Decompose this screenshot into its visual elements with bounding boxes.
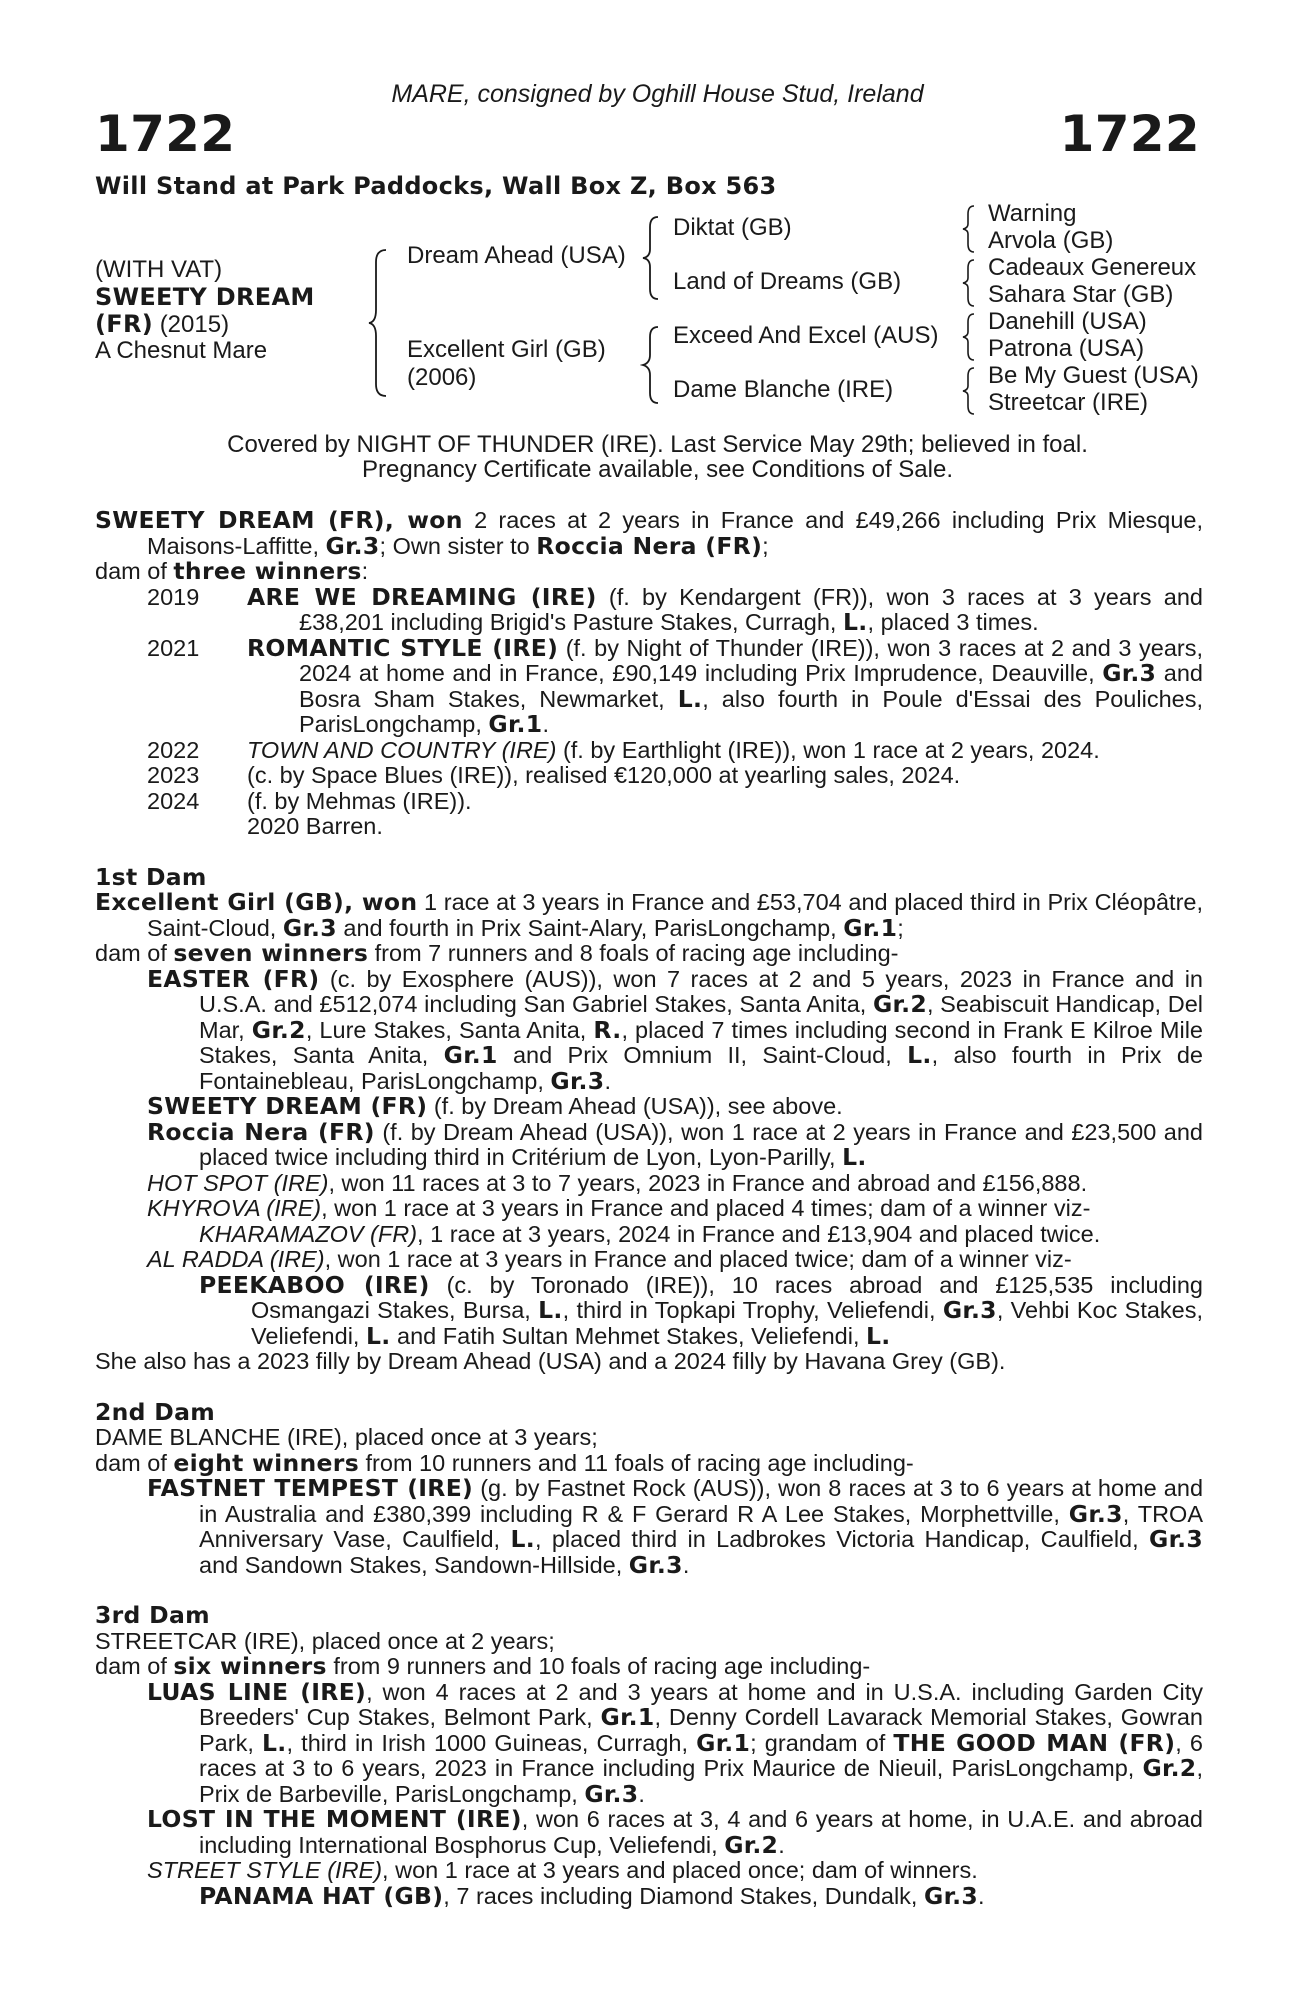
progeny-text: , placed 7 times including second in Frank E Kilroe Mile Stakes, Santa Anita, — [199, 1016, 1203, 1068]
progeny-name: STREET STYLE (IRE) — [147, 1857, 383, 1883]
ds-brace — [960, 312, 980, 362]
grade: L. — [843, 608, 868, 636]
winners-count: eight winners — [173, 1448, 359, 1477]
progeny-text: , Vehbi Koc Stakes, Veliefendi, — [251, 1297, 1204, 1349]
second-dam-heading: 2nd Dam — [95, 1397, 216, 1426]
covered-line: Covered by NIGHT OF THUNDER (IRE). Last Service May 29th; believed in foal. — [227, 431, 1088, 458]
first-dam-of — [95, 941, 1203, 967]
progeny-text: , TROA Anniversary Vase, Caulfield, — [199, 1500, 1203, 1552]
progeny-name: AL RADDA (IRE) — [147, 1246, 325, 1272]
progeny-name: SWEETY DREAM (FR) — [147, 1092, 428, 1120]
dam-text: from 9 runners and 10 foals of racing age including- — [326, 1653, 871, 1679]
progeny-name: LUAS LINE (IRE) — [147, 1677, 367, 1706]
progeny-name: TOWN AND COUNTRY (IRE) — [247, 736, 557, 763]
progeny-text: , won 1 race at 3 years and placed once; dam of winners. — [382, 1857, 978, 1883]
vat-note: (WITH VAT) — [95, 256, 223, 283]
sire-brace — [640, 215, 664, 301]
progeny-text: and Prix Omnium II, Saint-Cloud, — [497, 1042, 908, 1068]
progeny-text: , Prix de Barbeville, ParisLongchamp, — [199, 1755, 1203, 1807]
progeny-text: , Lure Stakes, Santa Anita, — [305, 1016, 594, 1043]
intro-text: ; — [762, 532, 769, 559]
dam-of: dam of — [95, 940, 174, 966]
progeny-text: . — [778, 1831, 785, 1858]
progeny-text: , placed 3 times. — [867, 609, 1039, 635]
pregnancy-line: Pregnancy Certificate available, see Conditions of Sale. — [362, 456, 953, 483]
progeny-text: (f. by Earthlight (IRE)), won 1 race at 2 years, 2024. — [556, 736, 1100, 763]
gg-sire-1: Warning — [988, 200, 1077, 227]
progeny-text: (f. by Dream Ahead (USA)), see above. — [427, 1093, 843, 1119]
grade: L. — [365, 1321, 391, 1350]
lot-number-right: 1722 — [1059, 105, 1200, 163]
grade: Gr.1 — [443, 1041, 498, 1069]
grade: L. — [677, 684, 703, 713]
progeny-text: . — [638, 1780, 645, 1807]
grade: L. — [842, 1143, 867, 1171]
progeny-name: HOT SPOT (IRE) — [147, 1169, 329, 1196]
progeny-name: FASTNET TEMPEST (IRE) — [147, 1474, 474, 1502]
winners-count: six winners — [173, 1652, 327, 1680]
grandprogeny-name: THE GOOD MAN (FR) — [893, 1728, 1176, 1757]
first-dam-paragraph — [95, 890, 1203, 941]
grade: L. — [261, 1728, 287, 1757]
sire-sire: Diktat (GB) — [673, 214, 792, 241]
progeny-text: ; grandam of — [750, 1729, 894, 1756]
dam-text: 1 race at 3 years in France and £53,704 and placed third in Prix Cléopâtre, Saint-Cloud, — [147, 889, 1203, 941]
gg-dam-3: Patrona (USA) — [988, 335, 1145, 362]
progeny-year: 2019 — [147, 583, 200, 610]
progeny-fastnet — [95, 1476, 1203, 1578]
progeny-sweety — [95, 1094, 1203, 1120]
grade: Gr.1 — [488, 710, 543, 738]
lot-number-left: 1722 — [95, 105, 236, 163]
progeny-name: KHARAMAZOV (FR) — [199, 1220, 418, 1247]
ss-brace — [960, 204, 980, 254]
progeny-panama-hat — [95, 1881, 1203, 1910]
catalogue-body — [95, 508, 1203, 1909]
grade: Gr.1 — [600, 1703, 655, 1731]
grade: Gr.3 — [550, 1066, 605, 1095]
progeny-year: 2024 — [147, 787, 200, 814]
grade: Gr.3 — [325, 531, 380, 560]
progeny-text: (f. by Night of Thunder (IRE)), won 3 races at 2 and 3 years, 2024 at home and in France, £90,149 including Prix Imprudence, Deauville, — [299, 634, 1203, 686]
progeny-khyrova — [95, 1196, 1203, 1222]
progeny-text: , won 1 race at 3 years in France and placed 4 times; dam of a winner viz- — [321, 1195, 1091, 1221]
gg-dam-2: Sahara Star (GB) — [988, 281, 1174, 308]
progeny-text: . — [604, 1067, 611, 1094]
grade: L. — [866, 1321, 891, 1350]
grade: Gr.3 — [924, 1881, 979, 1910]
dam-of: dam of — [95, 1653, 174, 1679]
progeny-year: 2023 — [147, 762, 200, 788]
grade: Gr.3 — [1148, 1525, 1203, 1553]
progeny-name: EASTER (FR) — [147, 964, 320, 993]
progeny-hot-spot — [95, 1171, 1203, 1197]
barren-row — [95, 814, 1203, 840]
progeny-text: , won 11 races at 3 to 7 years, 2023 in France and abroad and £156,888. — [328, 1169, 1088, 1196]
first-dam-heading: 1st Dam — [95, 862, 207, 891]
horse-description: A Chesnut Mare — [95, 337, 268, 364]
progeny-text: (c. by Exosphere (AUS)), won 7 races at 2 and 5 years, 2023 in France and in U.S.A. and £512,074 including San Gabriel Stakes, Santa Anita, — [199, 965, 1203, 1017]
sire: Dream Ahead (USA) — [407, 242, 626, 269]
grade: L. — [907, 1041, 932, 1069]
sire-dam: Land of Dreams (GB) — [673, 268, 902, 295]
progeny-text: and Bosra Sham Stakes, Newmarket, — [299, 660, 1203, 712]
progeny-text: , won 4 races at 2 and 3 years at home and in U.S.A. including Garden City Breeders' Cup Stakes, Belmont Park, — [199, 1678, 1203, 1730]
progeny-name: ARE WE DREAMING (IRE) — [247, 582, 597, 611]
horse-year: (2015) — [159, 311, 230, 338]
intro-dam-of — [95, 559, 1203, 585]
grade: Gr.3 — [584, 1779, 639, 1808]
progeny-peekaboo — [95, 1270, 1204, 1350]
progeny-text: , won 1 race at 3 years in France and placed twice; dam of a winner viz- — [324, 1246, 1072, 1272]
grade: Gr.2 — [724, 1830, 779, 1859]
progeny-text: (g. by Fastnet Rock (AUS)), won 8 races at 3 to 6 years at home and in Australia and £380,399 including R & F Gerard R A Lee Stakes, Morphettville, — [199, 1475, 1204, 1527]
progeny-roccia — [95, 1117, 1204, 1171]
colon: : — [361, 558, 369, 584]
third-dam-of — [95, 1654, 1203, 1680]
progeny-name: Roccia Nera (FR) — [147, 1117, 375, 1146]
consigned-line: MARE, consigned by Oghill House Stud, Ireland — [391, 80, 924, 108]
progeny-text: , third in Topkapi Trophy, Veliefendi, — [562, 1297, 943, 1323]
grade: Gr.3 — [942, 1296, 997, 1324]
progeny-text: and Sandown Stakes, Sandown-Hillside, — [199, 1551, 629, 1578]
grade: Gr.2 — [1142, 1754, 1197, 1782]
grade: Gr.3 — [1068, 1499, 1123, 1528]
progeny-text: , Seabiscuit Handicap, Del Mar, — [199, 991, 1203, 1043]
grade: R. — [593, 1015, 622, 1044]
dam-brace — [640, 325, 664, 405]
progeny-street-style — [95, 1858, 1203, 1884]
dam-dam: Dame Blanche (IRE) — [673, 376, 894, 403]
progeny-text: , 7 races including Diamond Stakes, Dundalk, — [443, 1882, 924, 1909]
progeny-luas-line — [95, 1677, 1203, 1808]
progeny-text: , third in Irish 1000 Guineas, Curragh, — [286, 1729, 697, 1756]
dam-text: from 10 runners and 11 foals of racing age including- — [358, 1449, 914, 1476]
grade: Gr.3 — [1102, 659, 1157, 687]
second-dam-line: DAME BLANCHE (IRE), placed once at 3 years; — [95, 1424, 598, 1450]
grade: Gr.1 — [696, 1728, 751, 1757]
horse-suffix: (FR) — [95, 310, 154, 338]
dam-of: dam of — [95, 1449, 174, 1476]
progeny-row — [95, 633, 1203, 738]
intro-text: 2 races at 2 years in France and £49,266 including Prix Miesque, Maisons-Laffitte, — [147, 507, 1204, 559]
progeny-text: , 1 race at 3 years, 2024 in France and £13,904 and placed twice. — [417, 1220, 1101, 1247]
progeny-text: (f. by Mehmas (IRE)). — [247, 787, 472, 814]
progeny-text: (c. by Toronado (IRE)), 10 races abroad and £125,535 including Osmangazi Stakes, Bursa, — [251, 1271, 1203, 1323]
progeny-name: KHYROVA (IRE) — [147, 1195, 322, 1221]
progeny-text: . — [542, 711, 549, 737]
progeny-row — [95, 789, 1203, 815]
winners-count: three winners — [173, 557, 362, 585]
grade: Gr.1 — [843, 913, 898, 942]
horse-name: SWEETY DREAM — [95, 283, 315, 311]
dam-name: Excellent Girl (GB) — [407, 336, 606, 363]
third-dam-line: STREETCAR (IRE), placed once at 2 years; — [95, 1627, 555, 1654]
grade: Gr.3 — [282, 913, 337, 942]
grade: Gr.3 — [628, 1550, 683, 1579]
progeny-text: (c. by Space Blues (IRE)), realised €120,000 at yearling sales, 2024. — [247, 762, 961, 788]
also-has-note: She also has a 2023 filly by Dream Ahead (USA) and a 2024 filly by Havana Grey (GB). — [95, 1348, 1006, 1374]
progeny-text: , Denny Cordell Lavarack Memorial Stakes, Gowran Park, — [199, 1704, 1203, 1756]
gg-dam-4: Streetcar (IRE) — [988, 389, 1149, 416]
dam-text: ; — [897, 914, 904, 941]
progeny-al-radda — [95, 1247, 1203, 1273]
progeny-year: 2021 — [147, 634, 200, 661]
grade: Gr.2 — [872, 990, 927, 1018]
progeny-text: , also fourth in Poule d'Essai des Pouliches, ParisLongchamp, — [299, 685, 1203, 737]
dam-name: Excellent Girl (GB), won — [95, 888, 418, 916]
progeny-easter — [95, 964, 1203, 1095]
progeny-lost-in-the-moment — [95, 1807, 1203, 1858]
winners-count: seven winners — [173, 939, 369, 967]
progeny-text: (f. by Kendargent (FR)), won 3 races at 3 years and £38,201 including Brigid's Pasture Stakes, Curragh, — [299, 583, 1203, 635]
dam-year: (2006) — [407, 364, 477, 391]
dam-sire: Exceed And Excel (AUS) — [673, 322, 939, 349]
dd-brace — [960, 366, 980, 416]
progeny-name: LOST IN THE MOMENT (IRE) — [147, 1805, 522, 1833]
gg-sire-2: Cadeaux Genereux — [988, 254, 1197, 281]
intro-paragraph — [95, 508, 1203, 559]
progeny-text: (f. by Dream Ahead (USA)), won 1 race at 2 years in France and £23,500 and placed twice including third in Critérium de Lyon, Lyon-Parilly, — [199, 1118, 1204, 1170]
main-brace — [368, 248, 388, 398]
barren-text: 2020 Barren. — [247, 813, 383, 839]
progeny-row — [95, 738, 1203, 764]
gg-sire-4: Be My Guest (USA) — [988, 362, 1199, 389]
dam-text: and fourth in Prix Saint-Alary, ParisLongchamp, — [336, 914, 844, 941]
progeny-row — [95, 763, 1203, 789]
progeny-kharamazov — [95, 1222, 1203, 1248]
progeny-row — [95, 582, 1203, 636]
progeny-text: , placed third in Ladbrokes Victoria Handicap, Caulfield, — [534, 1526, 1149, 1552]
covered-note — [0, 432, 1315, 482]
gg-dam-1: Arvola (GB) — [988, 227, 1114, 254]
second-dam-of — [95, 1448, 1203, 1477]
intro-text: ; Own sister to — [379, 532, 537, 559]
progeny-name: PEEKABOO (IRE) — [199, 1270, 430, 1299]
sister-name: Roccia Nera (FR) — [536, 531, 763, 560]
grade: L. — [538, 1296, 563, 1324]
progeny-text: , also fourth in Prix de Fontainebleau, ParisLongchamp, — [199, 1042, 1203, 1094]
progeny-text: , 6 races at 3 to 6 years, 2023 in France including Prix Maurice de Nieuil, ParisLongchamp, — [199, 1729, 1203, 1781]
progeny-text: . — [682, 1551, 690, 1578]
grade: L. — [510, 1525, 535, 1553]
grade: Gr.2 — [251, 1015, 306, 1044]
stand-location: Will Stand at Park Paddocks, Wall Box Z, Box 563 — [95, 172, 777, 200]
sd-brace — [960, 258, 980, 308]
progeny-year: 2022 — [147, 736, 200, 763]
horse-name-suffix-year — [95, 310, 229, 339]
dam-text: from 7 runners and 8 foals of racing age including- — [368, 940, 899, 966]
progeny-text: , won 6 races at 3, 4 and 6 years at home, in U.A.E. and abroad including International Bosphorus Cup, Veliefendi, — [199, 1806, 1203, 1858]
progeny-name: ROMANTIC STYLE (IRE) — [247, 633, 559, 662]
intro-name: SWEETY DREAM (FR), won — [95, 506, 463, 534]
progeny-text: . — [978, 1882, 985, 1909]
gg-sire-3: Danehill (USA) — [988, 308, 1147, 335]
dam-of: dam of — [95, 558, 174, 584]
third-dam-heading: 3rd Dam — [95, 1601, 210, 1629]
progeny-text: and Fatih Sultan Mehmet Stakes, Veliefendi, — [390, 1322, 866, 1349]
progeny-name: PANAMA HAT (GB) — [199, 1881, 444, 1910]
